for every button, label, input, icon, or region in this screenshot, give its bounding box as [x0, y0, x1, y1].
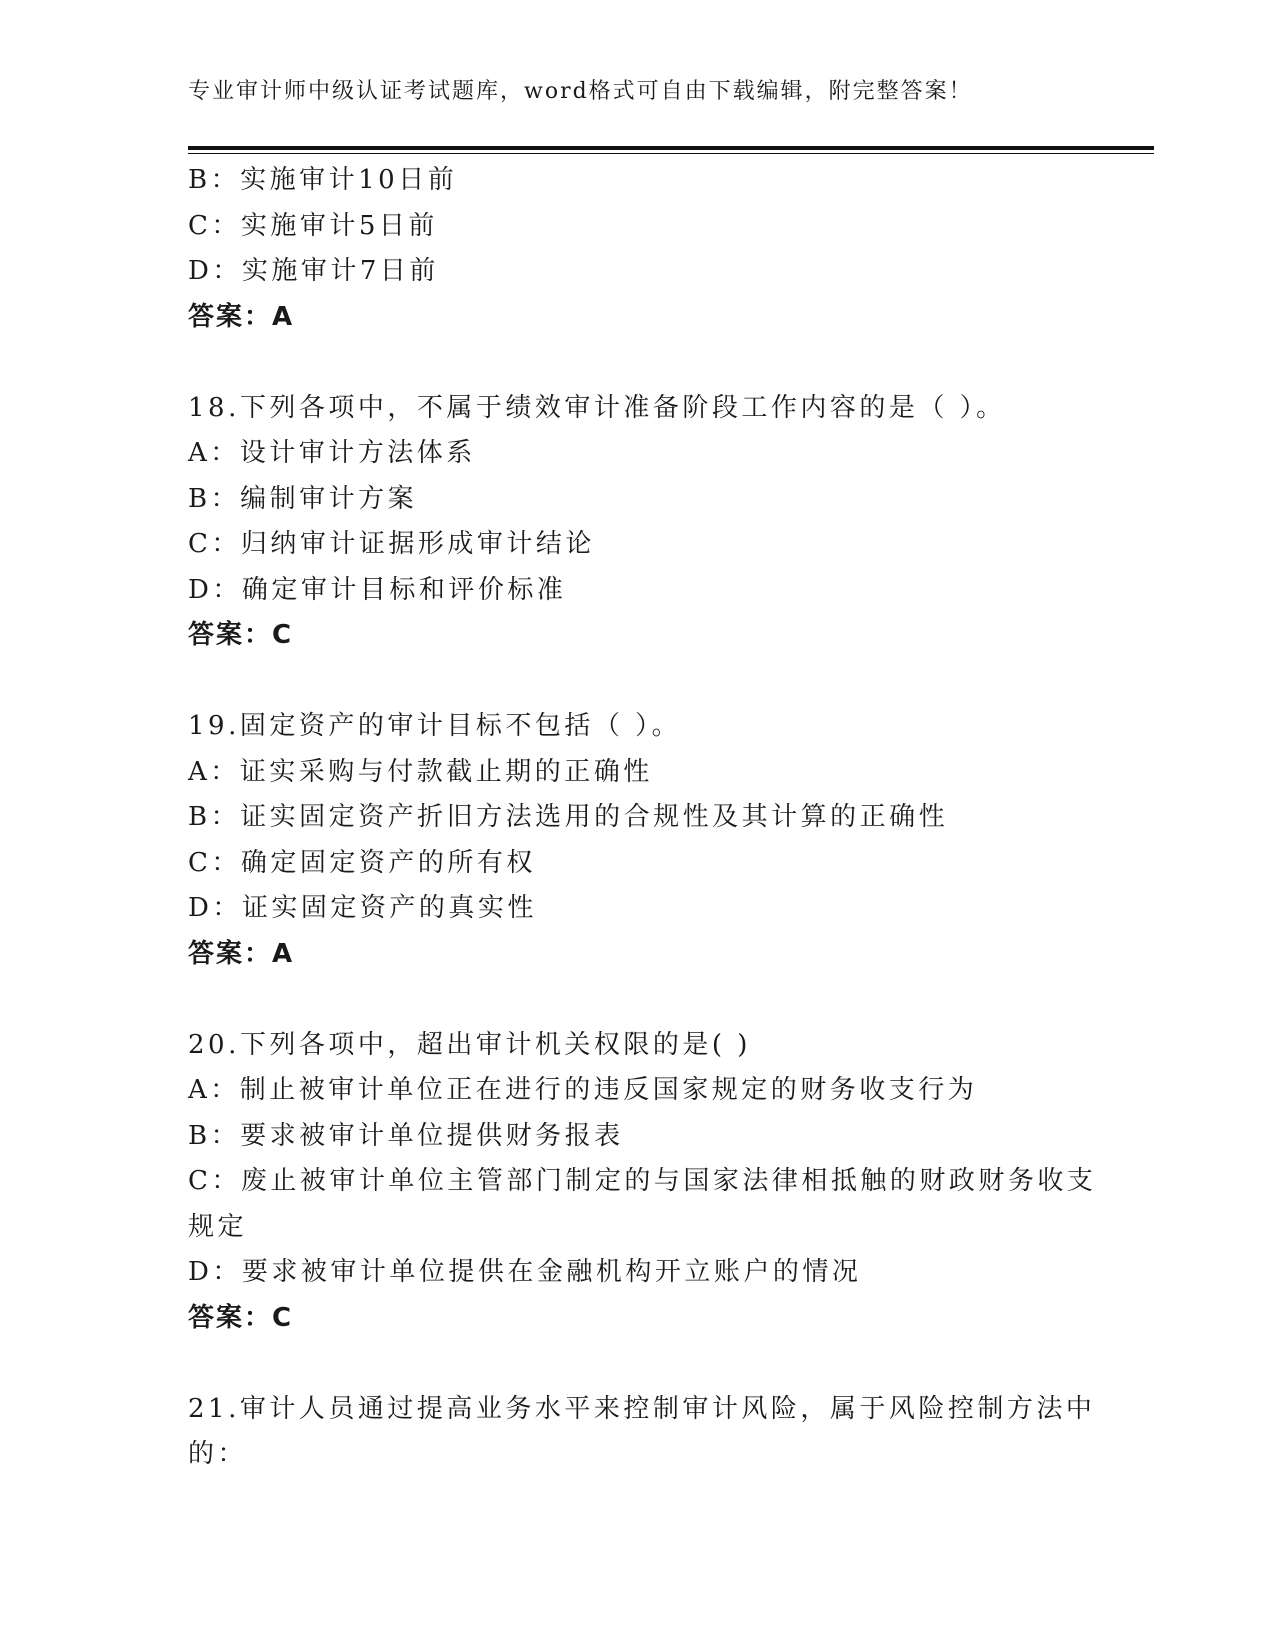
question-text: 19.固定资产的审计目标不包括（ ）。	[188, 711, 682, 741]
answer: 答案：C	[188, 1302, 294, 1333]
question-21	[188, 1387, 1096, 1478]
question-text-continued: 的：	[188, 1439, 248, 1469]
question-18	[188, 386, 1088, 659]
option-d: D：确定审计目标和评价标准	[188, 574, 567, 605]
question-17-tail	[188, 158, 1088, 340]
answer: 答案：C	[188, 620, 294, 650]
question-19	[188, 704, 1088, 977]
header-rule-thick	[188, 146, 1154, 150]
spacer	[188, 977, 1088, 1023]
answer: 答案：A	[188, 938, 295, 969]
option-a: A：设计审计方法体系	[188, 438, 476, 468]
option-c-continued: 规定	[188, 1211, 248, 1242]
option-c: C：归纳审计证据形成审计结论	[188, 529, 595, 559]
option-d: D：要求被审计单位提供在金融机构开立账户的情况	[188, 1257, 862, 1287]
option-d: D：实施审计7日前	[188, 256, 439, 286]
option-c: C：确定固定资产的所有权	[188, 847, 536, 878]
question-list	[188, 158, 1097, 1478]
header-rule-thin	[188, 153, 1154, 154]
option-d: D：证实固定资产的真实性	[188, 893, 537, 923]
answer: 答案：A	[188, 301, 295, 332]
document-header: 专业审计师中级认证考试题库，word格式可自由下载编辑，附完整答案！	[188, 79, 973, 104]
question-text: 20.下列各项中，超出审计机关权限的是( )	[188, 1029, 751, 1060]
option-c: C：废止被审计单位主管部门制定的与国家法律相抵触的财政财务收支	[188, 1166, 1097, 1196]
question-text: 21.审计人员通过提高业务水平来控制审计风险，属于风险控制方法中	[188, 1393, 1096, 1424]
question-text: 18.下列各项中，不属于绩效审计准备阶段工作内容的是（ ）。	[188, 392, 1006, 423]
option-a: A：证实采购与付款截止期的正确性	[188, 756, 653, 787]
option-b: B：编制审计方案	[188, 483, 418, 514]
spacer	[188, 1341, 1088, 1387]
option-a: A：制止被审计单位正在进行的违反国家规定的财务收支行为	[188, 1075, 978, 1105]
option-b: B：实施审计10日前	[188, 165, 458, 195]
option-b: B：证实固定资产折旧方法选用的合规性及其计算的正确性	[188, 802, 949, 832]
option-b: B：要求被审计单位提供财务报表	[188, 1120, 624, 1151]
option-c: C：实施审计5日前	[188, 210, 438, 241]
spacer	[188, 659, 1088, 705]
question-20	[188, 1023, 1097, 1342]
spacer	[188, 340, 1088, 386]
